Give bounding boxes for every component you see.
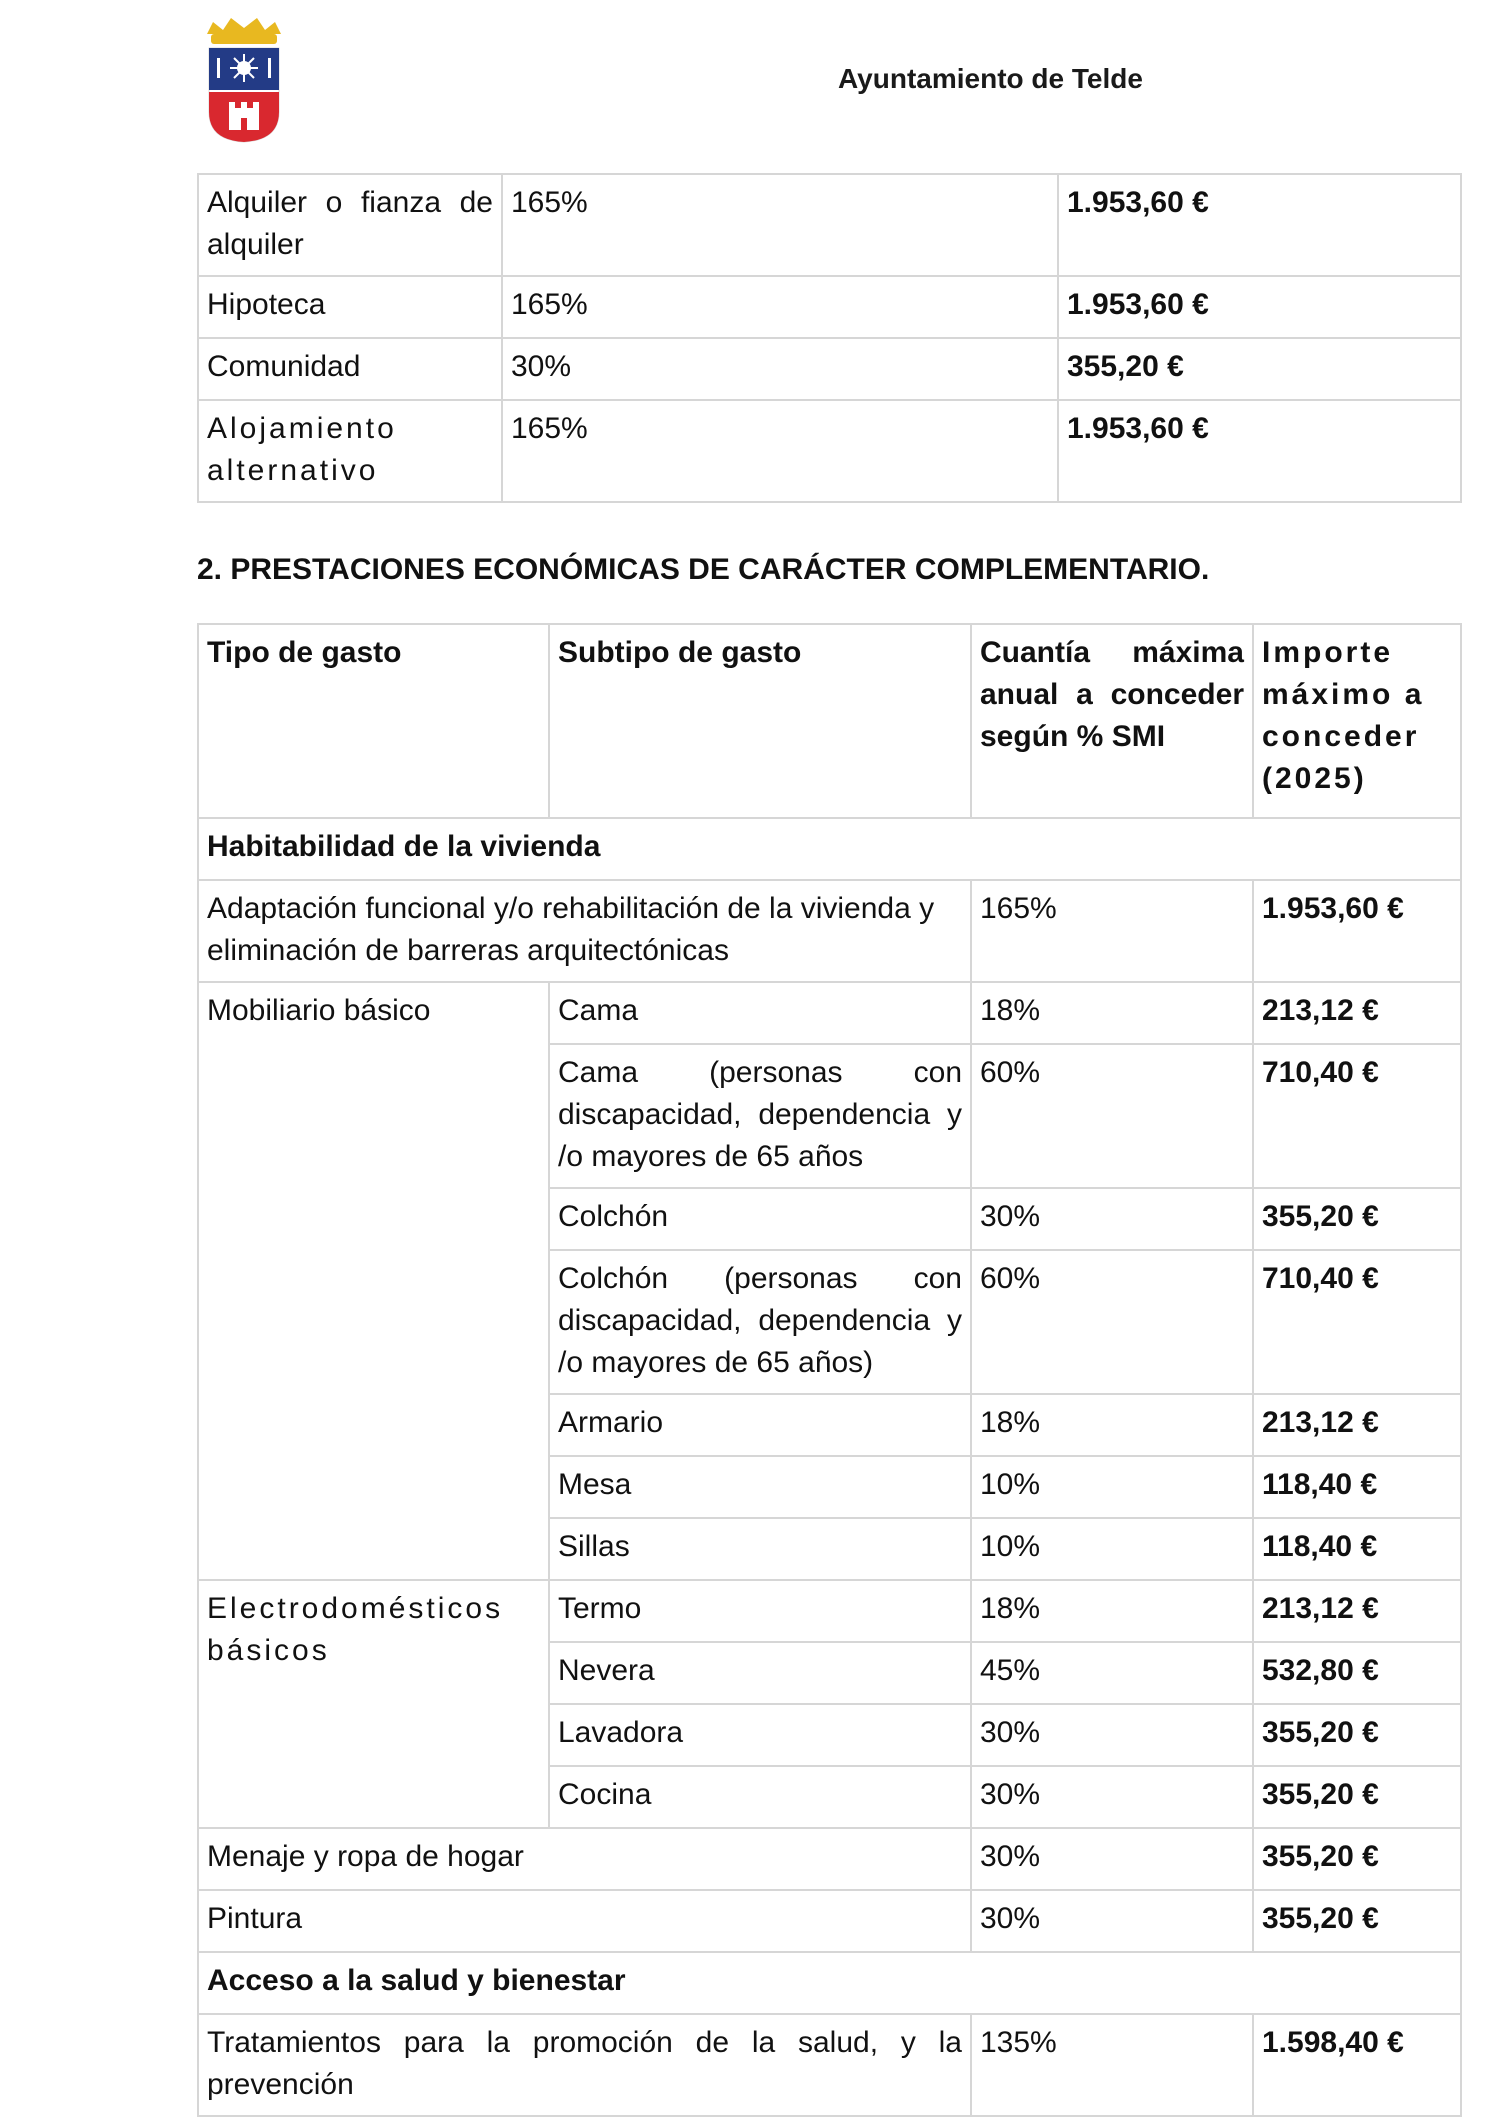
concept-cell: Comunidad — [198, 338, 502, 400]
amount-cell: 355,20 € — [1253, 1828, 1461, 1890]
organization-name: Ayuntamiento de Telde — [838, 63, 1143, 94]
percent-cell: 30% — [502, 338, 1058, 400]
header-cuantia: Cuantía máxima anual a conceder según % SMI — [971, 624, 1253, 818]
subtipo-cell: Colchón (personas con discapacidad, dependencia y /o mayores de 65 años) — [549, 1250, 971, 1394]
group-label: Acceso a la salud y bienestar — [198, 1952, 1461, 2014]
group-row — [198, 818, 1461, 880]
table-row — [198, 982, 1461, 1044]
amount-cell: 1.953,60 € — [1253, 880, 1461, 982]
amount-cell: 118,40 € — [1253, 1518, 1461, 1580]
amount-cell: 118,40 € — [1253, 1456, 1461, 1518]
housing-expenses-table — [197, 173, 1462, 503]
group-label: Habitabilidad de la vivienda — [198, 818, 1461, 880]
table-row — [198, 880, 1461, 982]
amount-cell: 213,12 € — [1253, 1580, 1461, 1642]
percent-cell: 30% — [971, 1890, 1253, 1952]
concept-cell: Alquiler o fianza de alquiler — [198, 174, 502, 276]
section-title: 2. PRESTACIONES ECONÓMICAS DE CARÁCTER COMPLEMENTARIO. — [197, 553, 1210, 586]
subtipo-cell: Cocina — [549, 1766, 971, 1828]
amount-cell: 355,20 € — [1253, 1890, 1461, 1952]
header-tipo: Tipo de gasto — [198, 624, 549, 818]
amount-cell: 532,80 € — [1253, 1642, 1461, 1704]
percent-cell: 165% — [502, 400, 1058, 502]
percent-cell: 30% — [971, 1704, 1253, 1766]
subtipo-cell: Nevera — [549, 1642, 971, 1704]
table-row — [198, 1828, 1461, 1890]
amount-cell: 710,40 € — [1253, 1044, 1461, 1188]
subtipo-cell: Sillas — [549, 1518, 971, 1580]
percent-cell: 30% — [971, 1828, 1253, 1890]
amount-cell: 213,12 € — [1253, 1394, 1461, 1456]
amount-cell: 1.953,60 € — [1058, 174, 1461, 276]
subtipo-cell: Armario — [549, 1394, 971, 1456]
amount-cell: 355,20 € — [1253, 1766, 1461, 1828]
subtipo-cell: Cama (personas con discapacidad, dependencia y /o mayores de 65 años — [549, 1044, 971, 1188]
concept-cell: Menaje y ropa de hogar — [198, 1828, 971, 1890]
amount-cell: 1.953,60 € — [1058, 400, 1461, 502]
table-row — [198, 2014, 1461, 2116]
percent-cell: 30% — [971, 1766, 1253, 1828]
telde-coat-of-arms-icon — [203, 16, 285, 144]
amount-cell: 355,20 € — [1253, 1704, 1461, 1766]
percent-cell: 165% — [502, 276, 1058, 338]
percent-cell: 18% — [971, 1580, 1253, 1642]
tipo-cell: Electrodomésticos básicos — [198, 1580, 549, 1828]
percent-cell: 165% — [502, 174, 1058, 276]
concept-cell: Pintura — [198, 1890, 971, 1952]
concept-cell: Tratamientos para la promoción de la salud, y la prevención — [198, 2014, 971, 2116]
percent-cell: 165% — [971, 880, 1253, 982]
subtipo-cell: Mesa — [549, 1456, 971, 1518]
subtipo-cell: Termo — [549, 1580, 971, 1642]
amount-cell: 1.953,60 € — [1058, 276, 1461, 338]
table-row — [198, 400, 1461, 502]
percent-cell: 30% — [971, 1188, 1253, 1250]
amount-cell: 710,40 € — [1253, 1250, 1461, 1394]
percent-cell: 45% — [971, 1642, 1253, 1704]
percent-cell: 60% — [971, 1250, 1253, 1394]
concept-cell: Alojamiento alternativo — [198, 400, 502, 502]
amount-cell: 355,20 € — [1253, 1188, 1461, 1250]
percent-cell: 10% — [971, 1456, 1253, 1518]
percent-cell: 18% — [971, 1394, 1253, 1456]
amount-cell: 1.598,40 € — [1253, 2014, 1461, 2116]
header-subtipo: Subtipo de gasto — [549, 624, 971, 818]
table-row — [198, 174, 1461, 276]
group-row — [198, 1952, 1461, 2014]
table-row — [198, 1890, 1461, 1952]
percent-cell: 135% — [971, 2014, 1253, 2116]
subtipo-cell: Cama — [549, 982, 971, 1044]
amount-cell: 213,12 € — [1253, 982, 1461, 1044]
table-header-row — [198, 624, 1461, 818]
percent-cell: 18% — [971, 982, 1253, 1044]
complementary-benefits-table — [197, 623, 1462, 2117]
subtipo-cell: Colchón — [549, 1188, 971, 1250]
amount-cell: 355,20 € — [1058, 338, 1461, 400]
table-row — [198, 276, 1461, 338]
concept-cell: Hipoteca — [198, 276, 502, 338]
subtipo-cell: Lavadora — [549, 1704, 971, 1766]
percent-cell: 10% — [971, 1518, 1253, 1580]
tipo-cell: Mobiliario básico — [198, 982, 549, 1580]
percent-cell: 60% — [971, 1044, 1253, 1188]
table-row — [198, 338, 1461, 400]
concept-cell: Adaptación funcional y/o rehabilitación de la vivienda y eliminación de barreras arquitectónicas — [198, 880, 971, 982]
table-row — [198, 1580, 1461, 1642]
header-importe: Importe máximo a conceder (2025) — [1253, 624, 1461, 818]
